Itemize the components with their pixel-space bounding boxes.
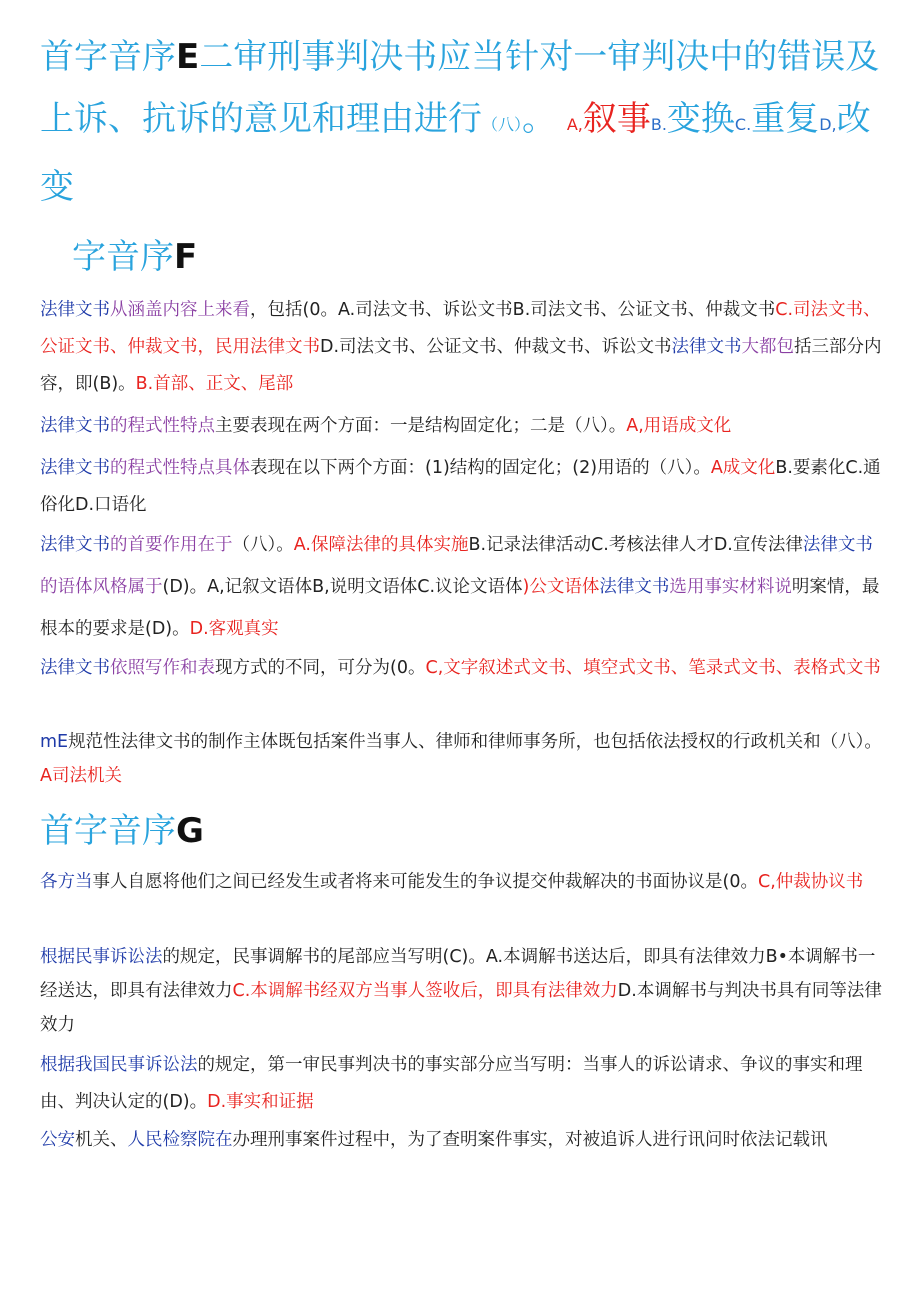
text-segment: ，包括(0。A.司法文书、诉讼文书B.司法文书、公证文书、仲裁文书	[250, 300, 776, 320]
text-segment: 的规定，民事调解书的尾部应当写明(C)。A.本调解书送达后，即具有法律效力B•本调解书一经送达，即具有法律效力	[40, 947, 876, 1001]
text-segment: 各方当	[40, 872, 93, 892]
text-segment: 规范性法律文书的制作主体既包括案件当事人、律师和律师事务所，也包括依法授权的行政机关和（八）。	[68, 732, 882, 752]
paragraph	[40, 725, 882, 793]
section-letter: E	[176, 37, 200, 77]
option-a-label: A,	[566, 115, 583, 134]
text-segment: 依照写作和表	[110, 658, 215, 678]
text-segment: A成文化	[710, 458, 776, 478]
text-segment: B.要素化C.通俗化D.口语化	[40, 458, 881, 515]
section-g-heading	[40, 811, 204, 851]
text-segment: C,仲裁协议书	[757, 872, 864, 892]
text-segment: 法律文书	[599, 577, 670, 597]
text-segment: 大都包	[741, 337, 795, 357]
text-segment: 根据我国民事诉讼法	[40, 1055, 198, 1075]
text-segment: 法律文书	[671, 337, 742, 357]
section-prefix: 首字音序	[40, 811, 176, 851]
text-segment: A,用语成文化	[626, 416, 732, 436]
text-segment: 法律文书	[40, 658, 110, 678]
text-segment: 表现在以下两个方面：(1)结构的固定化；(2)用语的（八）。	[250, 458, 711, 478]
text-segment: D.客观真实	[189, 619, 279, 639]
text-segment: 法律文书	[40, 416, 110, 436]
text-segment: 机关、	[75, 1130, 128, 1150]
text-segment: mE	[40, 732, 69, 752]
section-prefix: 首字音序	[40, 37, 176, 77]
text-segment: 选用事实材料说	[669, 577, 792, 597]
paragraph	[40, 940, 882, 1042]
text-segment: 的语体风格属于	[40, 577, 163, 597]
text-segment: 根据民事诉讼法	[40, 947, 163, 967]
text-segment: A司法机关	[40, 766, 122, 786]
option-c: 重复	[751, 99, 820, 139]
paragraph	[40, 292, 882, 403]
section-letter: G	[176, 811, 204, 851]
paragraph	[40, 1122, 882, 1159]
text-segment: D.本调解书与判决书具有同等法律效力	[40, 981, 882, 1035]
text-segment: （八）。	[232, 535, 294, 555]
text-segment: 公安	[40, 1130, 75, 1150]
text-segment: 的首要作用在于	[110, 535, 233, 555]
text-segment: 的规定，第一审民事判决书的事实部分应当写明：当事人的诉讼请求、争议的事实和理由、判决认定的(D)。	[40, 1055, 863, 1112]
text-segment: B.首部、正文、尾部	[135, 374, 294, 394]
text-segment: 的程式性特点	[110, 416, 215, 436]
paragraph	[40, 1047, 882, 1121]
text-segment: B.记录法律活动C.考核法律人才D.宣传法律	[468, 535, 803, 555]
text-segment: 现方式的不同，可分为(0。	[215, 658, 426, 678]
text-segment: A.保障法律的具体实施	[293, 535, 469, 555]
text-segment: )公文语体	[522, 577, 600, 597]
text-segment: D.事实和证据	[207, 1092, 314, 1112]
text-segment: 法律文书	[802, 535, 873, 555]
paragraph	[40, 864, 882, 901]
text-segment: 办理刑事案件过程中，为了查明案件事实，对被追诉人进行讯问时依法记载讯	[232, 1130, 828, 1150]
option-b-label: B.	[650, 115, 667, 134]
paragraph	[40, 450, 882, 524]
option-b: 变换	[666, 99, 735, 139]
text-segment: 从涵盖内容上来看	[110, 300, 250, 320]
text-segment: C.本调解书经双方当事人签收后，即具有法律效力	[232, 981, 618, 1001]
text-segment: C.司法文书、公证文书、仲裁文书，民用法律文书	[40, 300, 881, 357]
section-f-heading	[72, 237, 197, 277]
text-segment: C,文字叙述式文书、填空式文书、笔录式文书、表格式文书	[425, 658, 881, 678]
question-text: 二审刑事判决书应当针对一审判决中的错误及上诉、抗诉的意见和理由进行	[40, 37, 880, 139]
text-segment: 法律文书	[40, 300, 110, 320]
text-segment: 事人自愿将他们之间已经发生或者将来可能发生的争议提交仲裁解决的书面协议是(0。	[92, 872, 758, 892]
text-segment: 法律文书	[40, 535, 110, 555]
paragraph	[40, 650, 882, 687]
text-segment: 法律文书	[40, 458, 110, 478]
question-paren: （八）	[482, 115, 523, 134]
text-segment: (D)。A,记叙文语体B,说明文语体C.议论文语体	[162, 577, 523, 597]
question-dot: 。	[522, 99, 557, 139]
option-c-label: C.	[734, 115, 752, 134]
text-segment: 主要表现在两个方面：一是结构固定化；二是（八）。	[215, 416, 627, 436]
section-prefix: 字音序	[72, 237, 174, 277]
paragraph	[40, 408, 882, 445]
text-segment: 的程式性特点具体	[110, 458, 250, 478]
paragraph	[40, 524, 882, 650]
question-e-heading	[40, 26, 890, 218]
option-d: 改变	[40, 99, 871, 207]
option-a: 叙事	[582, 99, 651, 139]
text-segment: D.司法文书、公证文书、仲裁文书、诉讼文书	[320, 337, 672, 357]
section-letter: F	[174, 237, 198, 277]
text-segment: 明案情，最根本的要求是(D)。	[40, 577, 880, 639]
text-segment: 人民检察院在	[127, 1130, 233, 1150]
text-segment: 括三部分内容，即(B)。	[40, 337, 882, 394]
option-d-label: D,	[819, 115, 837, 134]
